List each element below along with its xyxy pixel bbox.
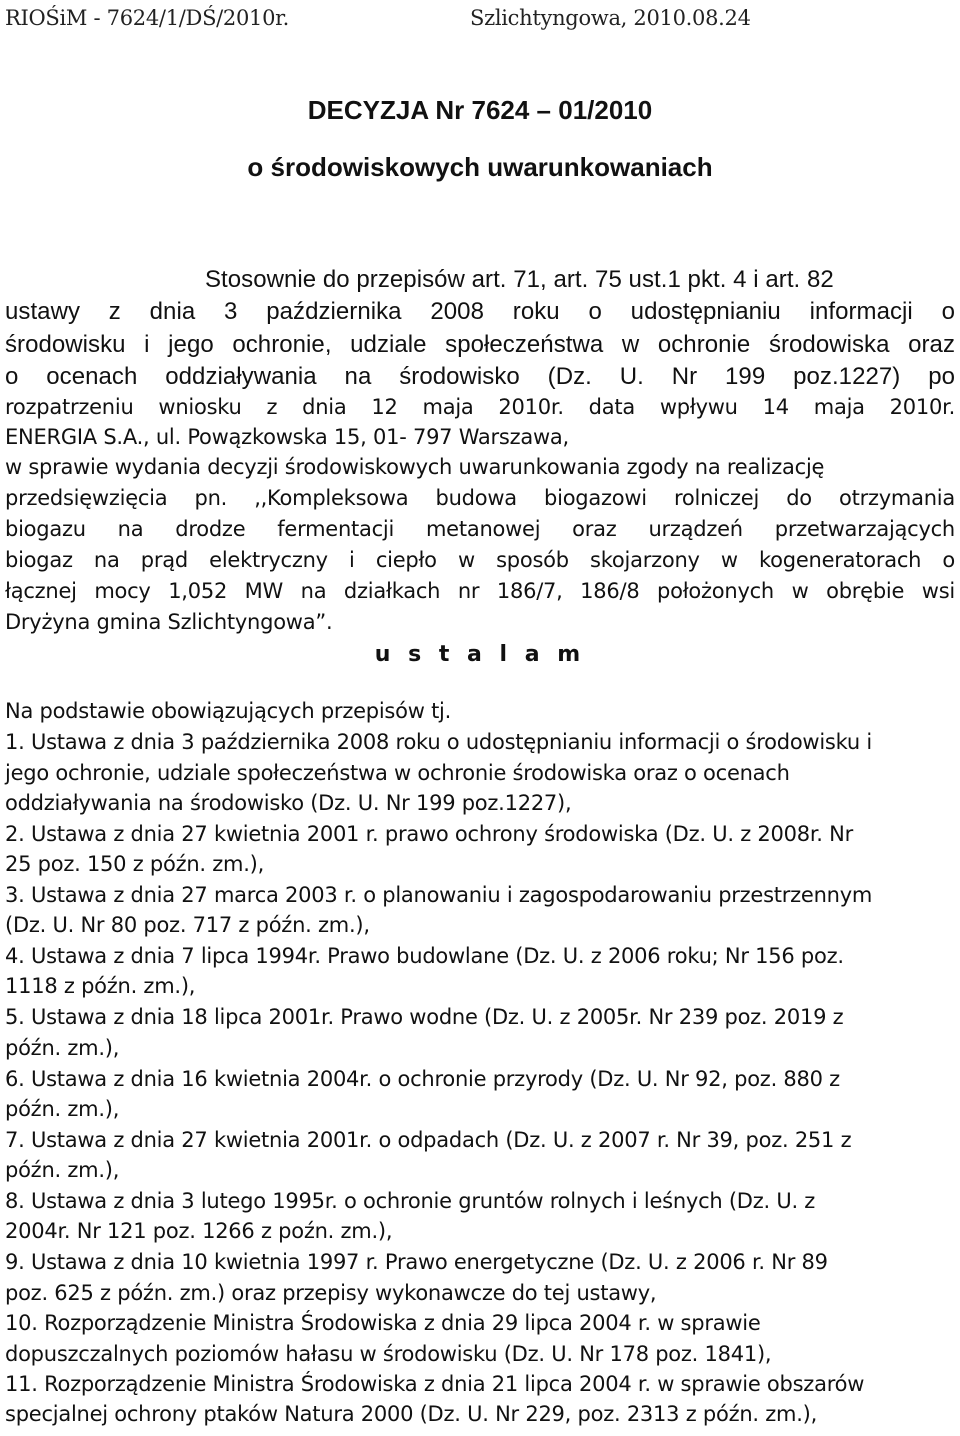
basis-line: 25 poz. 150 z późn. zm.), bbox=[5, 852, 265, 876]
intro-line-11: łącznej mocy 1,052 MW na działkach nr 186/7, 186/8 położonych w obrębie wsi bbox=[5, 579, 955, 603]
decision-subtitle: o środowiskowych uwarunkowaniach bbox=[247, 152, 713, 182]
basis-line: 1. Ustawa z dnia 3 października 2008 roku o udostępnianiu informacji o środowisku i bbox=[5, 730, 872, 754]
basis-line: (Dz. U. Nr 80 poz. 717 z późn. zm.), bbox=[5, 913, 370, 937]
basis-line: 9. Ustawa z dnia 10 kwietnia 1997 r. Prawo energetyczne (Dz. U. z 2006 r. Nr 89 bbox=[5, 1250, 828, 1274]
intro-line-7: w sprawie wydania decyzji środowiskowych uwarunkowania zgody na realizację bbox=[5, 455, 825, 479]
intro-line-3: środowisku i jego ochronie, udziale społeczeństwa w ochronie środowiska oraz bbox=[5, 331, 955, 358]
basis-line: 2004r. Nr 121 poz. 1266 z poźn. zm.), bbox=[5, 1219, 393, 1243]
basis-line: 1118 z późn. zm.), bbox=[5, 974, 196, 998]
basis-line: 3. Ustawa z dnia 27 marca 2003 r. o planowaniu i zagospodarowaniu przestrzennym bbox=[5, 883, 873, 907]
basis-line: 8. Ustawa z dnia 3 lutego 1995r. o ochronie gruntów rolnych i leśnych (Dz. U. z bbox=[5, 1189, 816, 1213]
basis-line: specjalnej ochrony ptaków Natura 2000 (Dz. U. Nr 229, poz. 2313 z późn. zm.), bbox=[5, 1402, 818, 1426]
basis-line: późn. zm.), bbox=[5, 1097, 120, 1121]
decision-title: DECYZJA Nr 7624 – 01/2010 bbox=[307, 95, 653, 125]
basis-line: 4. Ustawa z dnia 7 lipca 1994r. Prawo budowlane (Dz. U. z 2006 roku; Nr 156 poz. bbox=[5, 944, 844, 968]
basis-line: poz. 625 z późn. zm.) oraz przepisy wykonawcze do tej ustawy, bbox=[5, 1281, 657, 1305]
basis-line: 10. Rozporządzenie Ministra Środowiska z dnia 29 lipca 2004 r. w sprawie bbox=[5, 1311, 761, 1335]
intro-line-9: biogazu na drodze fermentacji metanowej oraz urządzeń przetwarzających bbox=[5, 517, 955, 541]
intro-line-5: rozpatrzeniu wniosku z dnia 12 maja 2010r. data wpływu 14 maja 2010r. bbox=[5, 395, 955, 419]
intro-line-8: przedsięwzięcia pn. ,,Kompleksowa budowa biogazowi rolniczej do otrzymania bbox=[5, 486, 955, 510]
basis-line: 5. Ustawa z dnia 18 lipca 2001r. Prawo wodne (Dz. U. z 2005r. Nr 239 poz. 2019 z bbox=[5, 1005, 844, 1029]
basis-intro: Na podstawie obowiązujących przepisów tj. bbox=[5, 699, 452, 723]
case-reference: RIOŚiM - 7624/1/DŚ/2010r. bbox=[5, 6, 289, 30]
basis-line: dopuszczalnych poziomów hałasu w środowisku (Dz. U. Nr 178 poz. 1841), bbox=[5, 1342, 772, 1366]
basis-line: oddziaływania na środowisko (Dz. U. Nr 199 poz.1227), bbox=[5, 791, 572, 815]
intro-line-6: ENERGIA S.A., ul. Powązkowska 15, 01- 797 Warszawa, bbox=[5, 425, 569, 449]
basis-line: późn. zm.), bbox=[5, 1036, 120, 1060]
place-and-date: Szlichtyngowa, 2010.08.24 bbox=[470, 6, 751, 30]
ustalam-heading: u s t a l a m bbox=[374, 642, 586, 667]
basis-line: 7. Ustawa z dnia 27 kwietnia 2001r. o odpadach (Dz. U. z 2007 r. Nr 39, poz. 251 z bbox=[5, 1128, 852, 1152]
intro-line-4: o ocenach oddziaływania na środowisko (Dz. U. Nr 199 poz.1227) po bbox=[5, 363, 955, 390]
basis-line: 6. Ustawa z dnia 16 kwietnia 2004r. o ochronie przyrody (Dz. U. Nr 92, poz. 880 z bbox=[5, 1067, 840, 1091]
basis-line: 11. Rozporządzenie Ministra Środowiska z dnia 21 lipca 2004 r. w sprawie obszarów bbox=[5, 1372, 865, 1396]
basis-line: 2. Ustawa z dnia 27 kwietnia 2001 r. prawo ochrony środowiska (Dz. U. z 2008r. Nr bbox=[5, 822, 853, 846]
intro-line-2: ustawy z dnia 3 października 2008 roku o udostępnianiu informacji o bbox=[5, 298, 955, 325]
intro-line-12: Dryżyna gmina Szlichtyngowa”. bbox=[5, 610, 333, 634]
intro-line-10: biogaz na prąd elektryczny i ciepło w sposób skojarzony w kogeneratorach o bbox=[5, 548, 955, 572]
basis-line: późn. zm.), bbox=[5, 1158, 120, 1182]
basis-line: jego ochronie, udziale społeczeństwa w ochronie środowiska oraz o ocenach bbox=[5, 761, 790, 785]
intro-line-1: Stosownie do przepisów art. 71, art. 75 ust.1 pkt. 4 i art. 82 bbox=[205, 266, 834, 293]
